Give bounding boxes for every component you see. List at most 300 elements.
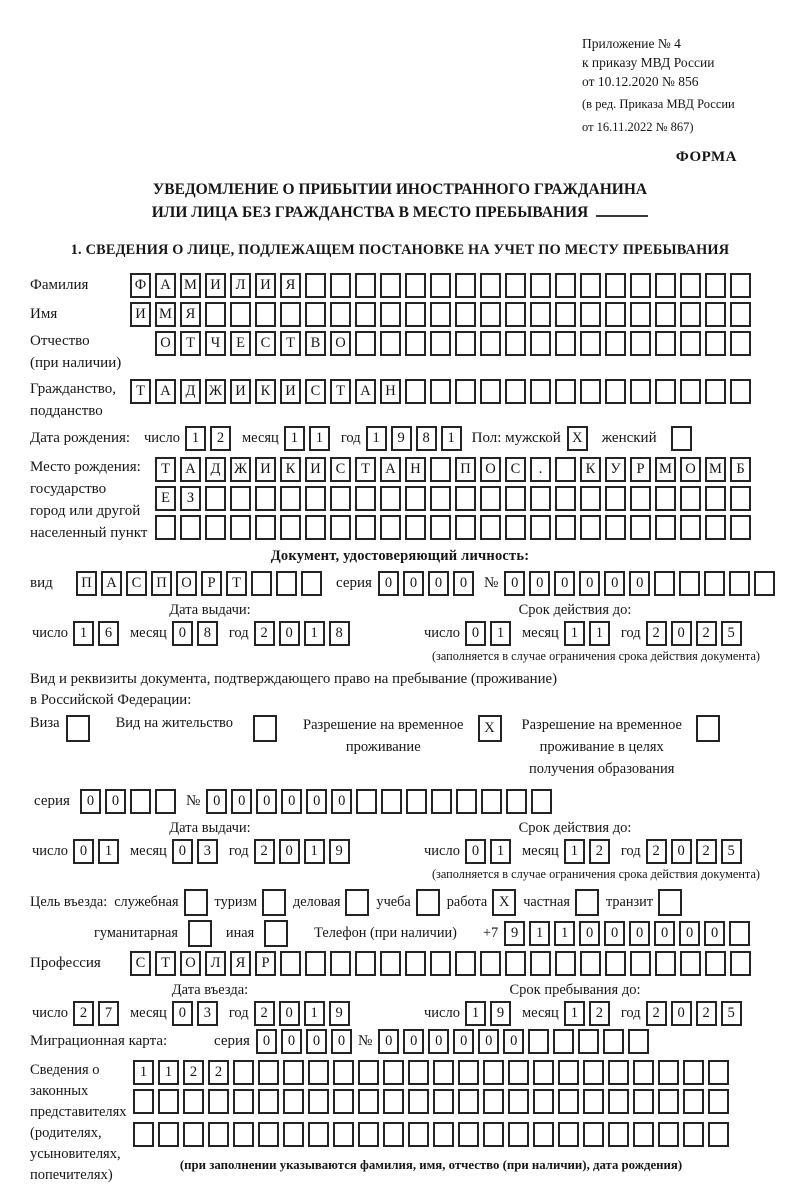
form-cell[interactable]	[605, 951, 626, 976]
form-cell[interactable]	[355, 951, 376, 976]
form-cell[interactable]	[508, 1089, 529, 1114]
form-cell[interactable]: Е	[155, 486, 176, 511]
form-cell[interactable]	[505, 486, 526, 511]
form-cell[interactable]	[405, 515, 426, 540]
form-cell[interactable]: 1	[564, 839, 585, 864]
form-cell[interactable]: 7	[98, 1001, 119, 1026]
form-cell[interactable]	[680, 331, 701, 356]
form-cell[interactable]	[633, 1089, 654, 1114]
form-cell[interactable]	[455, 302, 476, 327]
form-cell[interactable]: 0	[671, 1001, 692, 1026]
form-cell[interactable]: П	[455, 457, 476, 482]
form-cell[interactable]	[555, 515, 576, 540]
form-cell[interactable]: Т	[355, 457, 376, 482]
form-cell[interactable]: А	[355, 379, 376, 404]
form-cell[interactable]: 0	[80, 789, 101, 814]
form-cell[interactable]	[251, 571, 272, 596]
form-cell[interactable]	[580, 273, 601, 298]
form-cell[interactable]: Л	[205, 951, 226, 976]
form-cell[interactable]: О	[680, 457, 701, 482]
form-cell[interactable]	[580, 951, 601, 976]
form-cell[interactable]: К	[580, 457, 601, 482]
form-cell[interactable]: 0	[629, 571, 650, 596]
form-cell[interactable]: 0	[279, 839, 300, 864]
form-cell[interactable]	[530, 273, 551, 298]
form-cell[interactable]	[633, 1060, 654, 1085]
form-cell[interactable]: 8	[197, 621, 218, 646]
form-cell[interactable]: И	[130, 302, 151, 327]
form-cell[interactable]: М	[155, 302, 176, 327]
form-cell[interactable]: 0	[453, 1029, 474, 1054]
form-cell[interactable]	[345, 889, 369, 916]
form-cell[interactable]: А	[155, 379, 176, 404]
form-cell[interactable]	[605, 331, 626, 356]
form-cell[interactable]	[558, 1089, 579, 1114]
form-cell[interactable]	[233, 1060, 254, 1085]
form-cell[interactable]	[730, 331, 751, 356]
form-cell[interactable]: 0	[331, 1029, 352, 1054]
form-cell[interactable]	[530, 302, 551, 327]
form-cell[interactable]	[408, 1060, 429, 1085]
form-cell[interactable]: 0	[256, 789, 277, 814]
form-cell[interactable]: 0	[604, 571, 625, 596]
form-cell[interactable]: 9	[391, 426, 412, 451]
form-cell[interactable]	[455, 379, 476, 404]
form-cell[interactable]: 0	[279, 621, 300, 646]
form-cell[interactable]: Т	[155, 457, 176, 482]
form-cell[interactable]	[605, 273, 626, 298]
form-cell[interactable]: X	[478, 715, 502, 742]
form-cell[interactable]	[233, 1122, 254, 1147]
form-cell[interactable]: 9	[329, 839, 350, 864]
form-cell[interactable]	[358, 1122, 379, 1147]
form-cell[interactable]	[580, 331, 601, 356]
form-cell[interactable]: М	[705, 457, 726, 482]
form-cell[interactable]: М	[180, 273, 201, 298]
form-cell[interactable]	[230, 486, 251, 511]
form-cell[interactable]	[705, 273, 726, 298]
form-cell[interactable]	[483, 1060, 504, 1085]
form-cell[interactable]	[729, 921, 750, 946]
form-cell[interactable]: 0	[331, 789, 352, 814]
form-cell[interactable]	[380, 486, 401, 511]
form-cell[interactable]	[230, 302, 251, 327]
form-cell[interactable]	[730, 951, 751, 976]
form-cell[interactable]	[301, 571, 322, 596]
form-cell[interactable]	[355, 486, 376, 511]
form-cell[interactable]: 1	[73, 621, 94, 646]
form-cell[interactable]	[630, 302, 651, 327]
form-cell[interactable]	[305, 515, 326, 540]
form-cell[interactable]: 2	[73, 1001, 94, 1026]
form-cell[interactable]	[530, 331, 551, 356]
form-cell[interactable]	[458, 1060, 479, 1085]
form-cell[interactable]	[583, 1122, 604, 1147]
form-cell[interactable]	[430, 486, 451, 511]
form-cell[interactable]: С	[505, 457, 526, 482]
form-cell[interactable]	[430, 515, 451, 540]
form-cell[interactable]	[655, 273, 676, 298]
form-cell[interactable]: 0	[428, 1029, 449, 1054]
form-cell[interactable]: 0	[428, 571, 449, 596]
form-cell[interactable]: Ж	[205, 379, 226, 404]
form-cell[interactable]: 2	[589, 1001, 610, 1026]
form-cell[interactable]	[408, 1089, 429, 1114]
form-cell[interactable]	[183, 1122, 204, 1147]
form-cell[interactable]: 0	[172, 839, 193, 864]
form-cell[interactable]: 0	[503, 1029, 524, 1054]
form-cell[interactable]	[628, 1029, 649, 1054]
form-cell[interactable]	[280, 515, 301, 540]
form-cell[interactable]	[405, 331, 426, 356]
form-cell[interactable]: И	[255, 457, 276, 482]
form-cell[interactable]: Ф	[130, 273, 151, 298]
form-cell[interactable]: З	[180, 486, 201, 511]
form-cell[interactable]	[533, 1089, 554, 1114]
form-cell[interactable]	[708, 1122, 729, 1147]
form-cell[interactable]	[433, 1122, 454, 1147]
form-cell[interactable]: 0	[629, 921, 650, 946]
form-cell[interactable]	[330, 486, 351, 511]
form-cell[interactable]: 0	[281, 789, 302, 814]
form-cell[interactable]	[230, 515, 251, 540]
form-cell[interactable]: 2	[646, 839, 667, 864]
form-cell[interactable]: 3	[197, 1001, 218, 1026]
form-cell[interactable]	[630, 951, 651, 976]
form-cell[interactable]: 2	[696, 1001, 717, 1026]
form-cell[interactable]	[655, 302, 676, 327]
form-cell[interactable]: 2	[254, 839, 275, 864]
form-cell[interactable]: 5	[721, 1001, 742, 1026]
form-cell[interactable]: И	[255, 273, 276, 298]
form-cell[interactable]: 1	[529, 921, 550, 946]
form-cell[interactable]	[258, 1060, 279, 1085]
form-cell[interactable]	[528, 1029, 549, 1054]
form-cell[interactable]	[630, 379, 651, 404]
form-cell[interactable]: Ж	[230, 457, 251, 482]
form-cell[interactable]	[603, 1029, 624, 1054]
form-cell[interactable]	[455, 486, 476, 511]
form-cell[interactable]: 1	[284, 426, 305, 451]
form-cell[interactable]: И	[205, 273, 226, 298]
form-cell[interactable]	[381, 789, 402, 814]
form-cell[interactable]	[405, 379, 426, 404]
form-cell[interactable]: Д	[180, 379, 201, 404]
form-cell[interactable]: 0	[654, 921, 675, 946]
form-cell[interactable]: 0	[256, 1029, 277, 1054]
form-cell[interactable]: 1	[304, 839, 325, 864]
form-cell[interactable]	[683, 1122, 704, 1147]
form-cell[interactable]	[383, 1122, 404, 1147]
form-cell[interactable]: 0	[231, 789, 252, 814]
form-cell[interactable]: 0	[403, 571, 424, 596]
form-cell[interactable]	[505, 302, 526, 327]
form-cell[interactable]	[430, 273, 451, 298]
form-cell[interactable]	[605, 486, 626, 511]
form-cell[interactable]	[158, 1089, 179, 1114]
form-cell[interactable]: 0	[172, 1001, 193, 1026]
form-cell[interactable]	[155, 515, 176, 540]
form-cell[interactable]	[330, 515, 351, 540]
form-cell[interactable]	[553, 1029, 574, 1054]
form-cell[interactable]	[730, 273, 751, 298]
form-cell[interactable]: И	[305, 457, 326, 482]
form-cell[interactable]	[458, 1089, 479, 1114]
form-cell[interactable]	[305, 951, 326, 976]
form-cell[interactable]	[355, 331, 376, 356]
form-cell[interactable]	[683, 1060, 704, 1085]
form-cell[interactable]: 2	[646, 1001, 667, 1026]
form-cell[interactable]	[308, 1089, 329, 1114]
form-cell[interactable]	[180, 515, 201, 540]
form-cell[interactable]	[708, 1060, 729, 1085]
form-cell[interactable]	[455, 273, 476, 298]
form-cell[interactable]	[679, 571, 700, 596]
form-cell[interactable]	[416, 889, 440, 916]
form-cell[interactable]	[480, 951, 501, 976]
form-cell[interactable]	[530, 951, 551, 976]
form-cell[interactable]	[430, 302, 451, 327]
form-cell[interactable]	[558, 1122, 579, 1147]
form-cell[interactable]	[555, 951, 576, 976]
form-cell[interactable]	[658, 1060, 679, 1085]
form-cell[interactable]	[506, 789, 527, 814]
form-cell[interactable]: Т	[280, 331, 301, 356]
form-cell[interactable]	[705, 379, 726, 404]
form-cell[interactable]: 5	[721, 621, 742, 646]
form-cell[interactable]	[155, 789, 176, 814]
form-cell[interactable]	[608, 1089, 629, 1114]
form-cell[interactable]: 2	[254, 621, 275, 646]
form-cell[interactable]	[262, 889, 286, 916]
form-cell[interactable]	[680, 379, 701, 404]
form-cell[interactable]	[508, 1122, 529, 1147]
form-cell[interactable]: Т	[180, 331, 201, 356]
form-cell[interactable]	[264, 920, 288, 947]
form-cell[interactable]	[455, 331, 476, 356]
form-cell[interactable]: 0	[73, 839, 94, 864]
form-cell[interactable]	[358, 1089, 379, 1114]
form-cell[interactable]: Д	[205, 457, 226, 482]
form-cell[interactable]	[605, 302, 626, 327]
form-cell[interactable]: О	[155, 331, 176, 356]
form-cell[interactable]	[605, 515, 626, 540]
form-cell[interactable]	[480, 486, 501, 511]
form-cell[interactable]	[705, 302, 726, 327]
form-cell[interactable]	[555, 273, 576, 298]
form-cell[interactable]: В	[305, 331, 326, 356]
form-cell[interactable]	[255, 302, 276, 327]
form-cell[interactable]: О	[176, 571, 197, 596]
form-cell[interactable]: 1	[441, 426, 462, 451]
form-cell[interactable]	[205, 486, 226, 511]
form-cell[interactable]	[505, 951, 526, 976]
form-cell[interactable]: 1	[304, 621, 325, 646]
form-cell[interactable]	[208, 1089, 229, 1114]
form-cell[interactable]	[66, 715, 90, 742]
form-cell[interactable]: 1	[304, 1001, 325, 1026]
form-cell[interactable]: 1	[490, 621, 511, 646]
form-cell[interactable]	[655, 486, 676, 511]
form-cell[interactable]: 0	[172, 621, 193, 646]
form-cell[interactable]	[555, 486, 576, 511]
form-cell[interactable]	[383, 1060, 404, 1085]
form-cell[interactable]	[133, 1089, 154, 1114]
form-cell[interactable]	[658, 889, 682, 916]
form-cell[interactable]	[633, 1122, 654, 1147]
form-cell[interactable]: 9	[504, 921, 525, 946]
form-cell[interactable]	[188, 920, 212, 947]
form-cell[interactable]	[680, 486, 701, 511]
form-cell[interactable]: 1	[564, 1001, 585, 1026]
form-cell[interactable]	[333, 1122, 354, 1147]
form-cell[interactable]	[505, 273, 526, 298]
form-cell[interactable]	[283, 1089, 304, 1114]
form-cell[interactable]	[456, 789, 477, 814]
form-cell[interactable]	[430, 379, 451, 404]
form-cell[interactable]	[258, 1122, 279, 1147]
form-cell[interactable]	[480, 379, 501, 404]
form-cell[interactable]	[705, 331, 726, 356]
form-cell[interactable]: М	[655, 457, 676, 482]
form-cell[interactable]	[583, 1060, 604, 1085]
form-cell[interactable]	[205, 302, 226, 327]
form-cell[interactable]	[283, 1122, 304, 1147]
form-cell[interactable]: Б	[730, 457, 751, 482]
form-cell[interactable]	[333, 1089, 354, 1114]
form-cell[interactable]	[683, 1089, 704, 1114]
form-cell[interactable]: 0	[281, 1029, 302, 1054]
form-cell[interactable]	[680, 273, 701, 298]
form-cell[interactable]	[605, 379, 626, 404]
form-cell[interactable]	[280, 486, 301, 511]
form-cell[interactable]: 0	[579, 921, 600, 946]
form-cell[interactable]	[305, 486, 326, 511]
form-cell[interactable]: 1	[465, 1001, 486, 1026]
form-cell[interactable]: Р	[630, 457, 651, 482]
form-cell[interactable]: X	[567, 426, 588, 451]
form-cell[interactable]	[754, 571, 775, 596]
form-cell[interactable]	[480, 273, 501, 298]
form-cell[interactable]	[575, 889, 599, 916]
form-cell[interactable]	[255, 486, 276, 511]
form-cell[interactable]	[455, 951, 476, 976]
form-cell[interactable]: А	[380, 457, 401, 482]
form-cell[interactable]: 5	[721, 839, 742, 864]
form-cell[interactable]: 0	[403, 1029, 424, 1054]
form-cell[interactable]: У	[605, 457, 626, 482]
form-cell[interactable]	[458, 1122, 479, 1147]
form-cell[interactable]: 0	[679, 921, 700, 946]
form-cell[interactable]: 8	[329, 621, 350, 646]
form-cell[interactable]	[430, 951, 451, 976]
form-cell[interactable]	[276, 571, 297, 596]
form-cell[interactable]	[658, 1089, 679, 1114]
form-cell[interactable]: Т	[130, 379, 151, 404]
form-cell[interactable]	[705, 486, 726, 511]
form-cell[interactable]	[255, 515, 276, 540]
form-cell[interactable]: 9	[490, 1001, 511, 1026]
form-cell[interactable]: 2	[254, 1001, 275, 1026]
form-cell[interactable]	[258, 1089, 279, 1114]
form-cell[interactable]: И	[280, 379, 301, 404]
form-cell[interactable]: 1	[490, 839, 511, 864]
form-cell[interactable]	[531, 789, 552, 814]
form-cell[interactable]	[555, 457, 576, 482]
form-cell[interactable]: С	[330, 457, 351, 482]
form-cell[interactable]: 1	[366, 426, 387, 451]
form-cell[interactable]	[730, 515, 751, 540]
form-cell[interactable]: 8	[416, 426, 437, 451]
form-cell[interactable]: 3	[197, 839, 218, 864]
form-cell[interactable]	[383, 1089, 404, 1114]
form-cell[interactable]: Л	[230, 273, 251, 298]
form-cell[interactable]	[330, 302, 351, 327]
form-cell[interactable]	[308, 1060, 329, 1085]
form-cell[interactable]	[508, 1060, 529, 1085]
form-cell[interactable]: Р	[201, 571, 222, 596]
form-cell[interactable]	[184, 889, 208, 916]
form-cell[interactable]	[183, 1089, 204, 1114]
form-cell[interactable]	[680, 302, 701, 327]
form-cell[interactable]: 0	[554, 571, 575, 596]
form-cell[interactable]	[608, 1060, 629, 1085]
form-cell[interactable]	[330, 951, 351, 976]
form-cell[interactable]: Т	[330, 379, 351, 404]
form-cell[interactable]	[380, 951, 401, 976]
form-cell[interactable]	[580, 515, 601, 540]
form-cell[interactable]: 0	[378, 1029, 399, 1054]
form-cell[interactable]	[671, 426, 692, 451]
form-cell[interactable]: Я	[280, 273, 301, 298]
form-cell[interactable]	[355, 515, 376, 540]
form-cell[interactable]	[358, 1060, 379, 1085]
form-cell[interactable]: Н	[380, 379, 401, 404]
form-cell[interactable]	[555, 302, 576, 327]
form-cell[interactable]	[580, 379, 601, 404]
form-cell[interactable]	[280, 951, 301, 976]
form-cell[interactable]: X	[492, 889, 516, 916]
form-cell[interactable]	[530, 486, 551, 511]
form-cell[interactable]	[480, 331, 501, 356]
form-cell[interactable]	[430, 331, 451, 356]
form-cell[interactable]: 0	[671, 839, 692, 864]
form-cell[interactable]	[705, 515, 726, 540]
form-cell[interactable]: 0	[465, 621, 486, 646]
form-cell[interactable]	[405, 302, 426, 327]
form-cell[interactable]: 1	[98, 839, 119, 864]
form-cell[interactable]: И	[230, 379, 251, 404]
form-cell[interactable]	[696, 715, 720, 742]
form-cell[interactable]	[408, 1122, 429, 1147]
form-cell[interactable]	[433, 1089, 454, 1114]
form-cell[interactable]	[480, 302, 501, 327]
form-cell[interactable]: 2	[589, 839, 610, 864]
form-cell[interactable]	[208, 1122, 229, 1147]
form-cell[interactable]: А	[180, 457, 201, 482]
form-cell[interactable]: Я	[180, 302, 201, 327]
form-cell[interactable]	[505, 331, 526, 356]
form-cell[interactable]: О	[180, 951, 201, 976]
form-cell[interactable]	[655, 515, 676, 540]
form-cell[interactable]: С	[130, 951, 151, 976]
form-cell[interactable]	[205, 515, 226, 540]
form-cell[interactable]: 2	[696, 839, 717, 864]
form-cell[interactable]	[505, 379, 526, 404]
form-cell[interactable]: А	[101, 571, 122, 596]
form-cell[interactable]: П	[76, 571, 97, 596]
form-cell[interactable]	[730, 379, 751, 404]
